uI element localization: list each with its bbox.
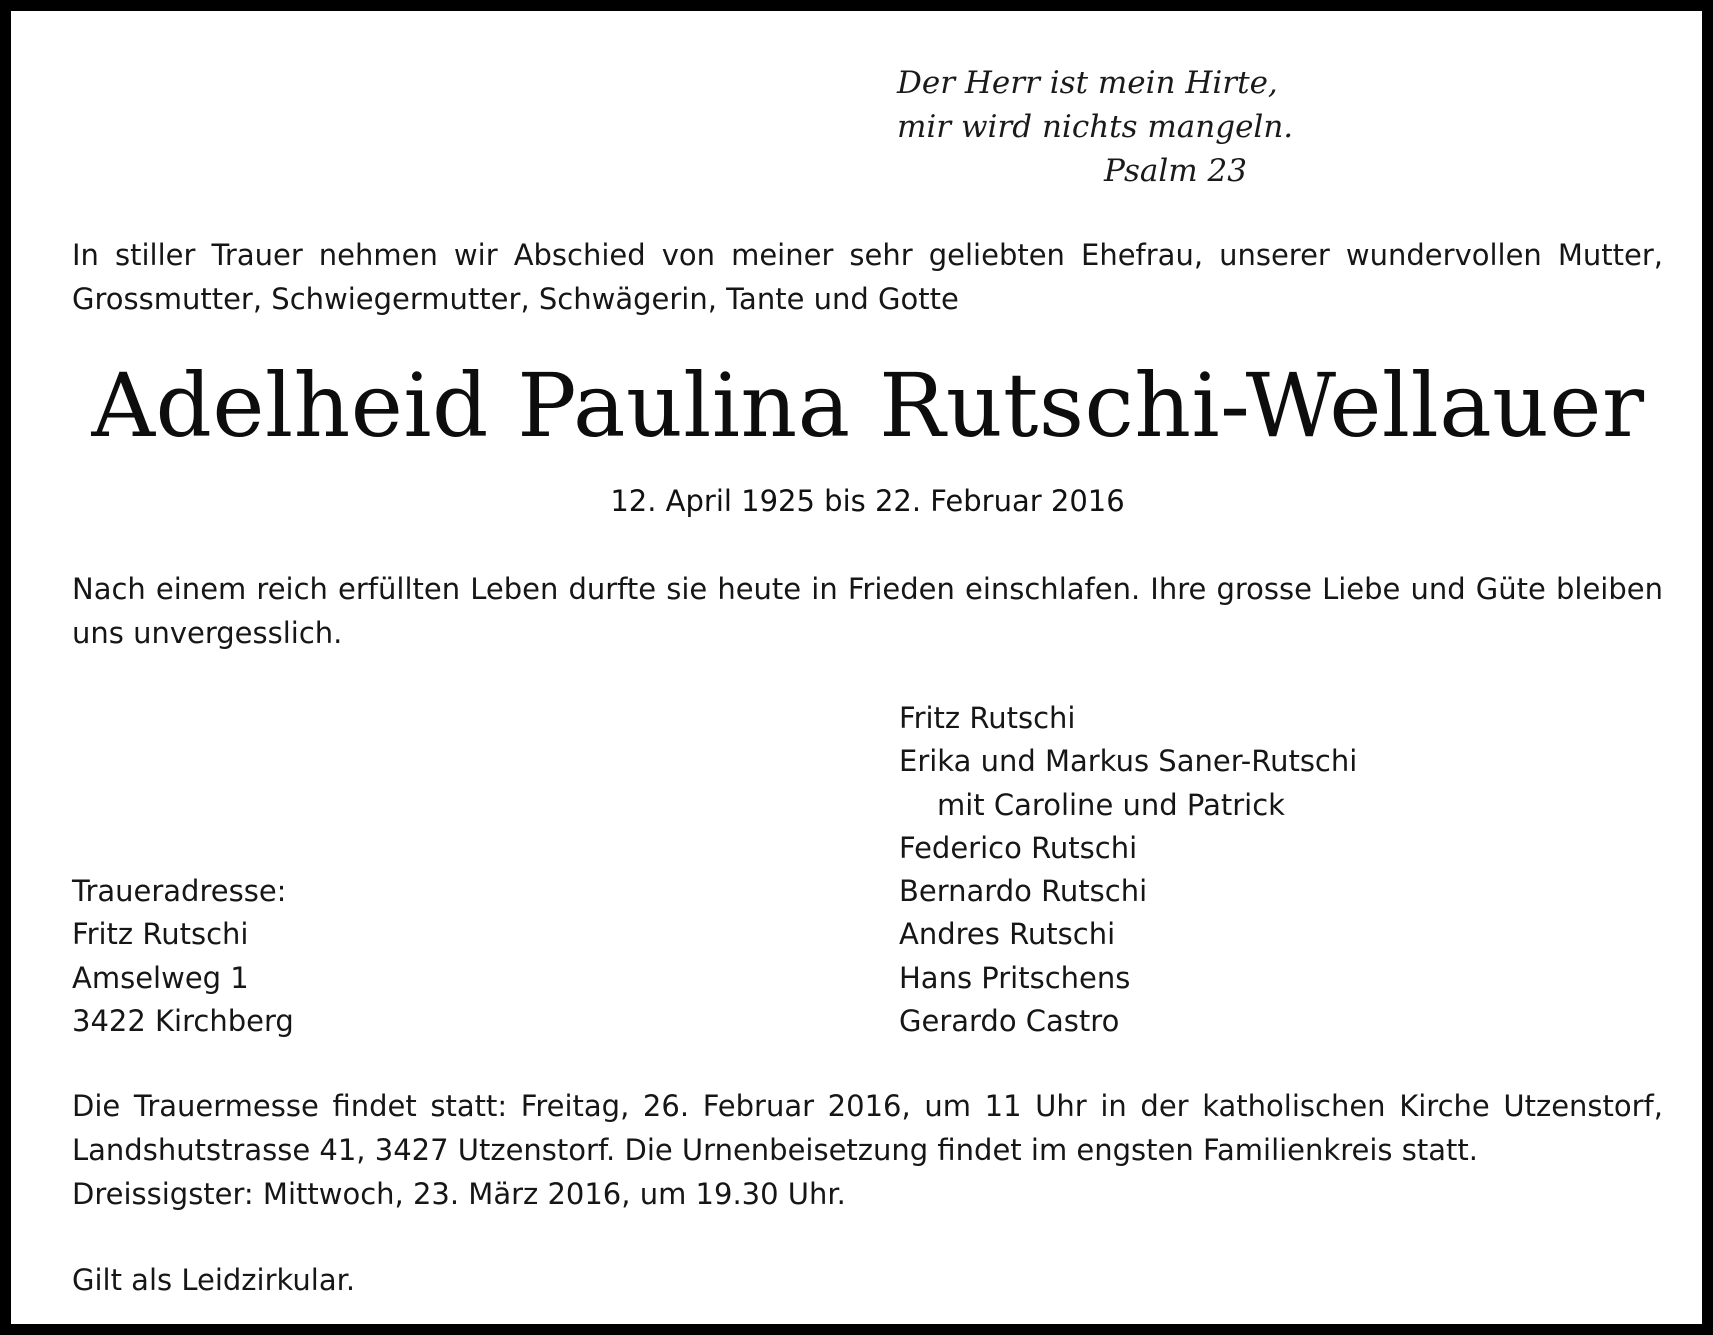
mourner-name: Erika und Markus Saner-Rutschi	[899, 744, 1358, 779]
mass-details: Die Trauermesse findet statt: Freitag, 26. Februar 2016, um 11 Uhr in der katholischen Kirche Utzenstorf, Landshutstrasse 41, 3427 Utzenstorf. Die Urnenbeisetzung findet im engsten Familienkreis statt.	[72, 1089, 1663, 1167]
tribute-paragraph: Nach einem reich erfüllten Leben durfte sie heute in Frieden einschlafen. Ihre grosse Liebe und Güte bleiben uns unvergesslich.	[72, 572, 1663, 650]
intro-paragraph: In stiller Trauer nehmen wir Abschied von meiner sehr geliebten Ehefrau, unserer wundervollen Mutter, Grossmutter, Schwiegermutter, Schwägerin, Tante und Gotte	[72, 238, 1663, 316]
deceased-name: Adelheid Paulina Rutschi-Wellauer	[91, 354, 1645, 457]
address-name: Fritz Rutschi	[72, 917, 249, 952]
address-street: Amselweg 1	[72, 960, 249, 995]
service-info	[72, 1084, 1663, 1216]
mourner-name: Gerardo Castro	[899, 1004, 1120, 1039]
thirtieth-details: Dreissigster: Mittwoch, 23. März 2016, um 19.30 Uhr.	[72, 1177, 846, 1211]
motto-source: Psalm 23	[1103, 153, 1247, 189]
mourner-name: Bernardo Rutschi	[899, 874, 1148, 909]
mourner-name: Andres Rutschi	[899, 917, 1116, 952]
mourners-list	[899, 697, 1499, 1043]
motto-line-1: Der Herr ist mein Hirte,	[897, 65, 1278, 101]
address-city: 3422 Kirchberg	[72, 1003, 294, 1038]
motto-line-2: mir wird nichts mangeln.	[897, 109, 1294, 145]
psalm-motto	[897, 61, 1294, 193]
mourner-name: Federico Rutschi	[899, 830, 1138, 865]
mourner-name: Hans Pritschens	[899, 960, 1131, 995]
mourner-name: mit Caroline und Patrick	[937, 787, 1285, 822]
mourner-name: Fritz Rutschi	[899, 701, 1076, 735]
circular-note: Gilt als Leidzirkular.	[72, 1263, 356, 1297]
mourning-address	[72, 870, 572, 1043]
address-label: Traueradresse:	[72, 874, 287, 908]
life-dates: 12. April 1925 bis 22. Februar 2016	[610, 484, 1125, 518]
